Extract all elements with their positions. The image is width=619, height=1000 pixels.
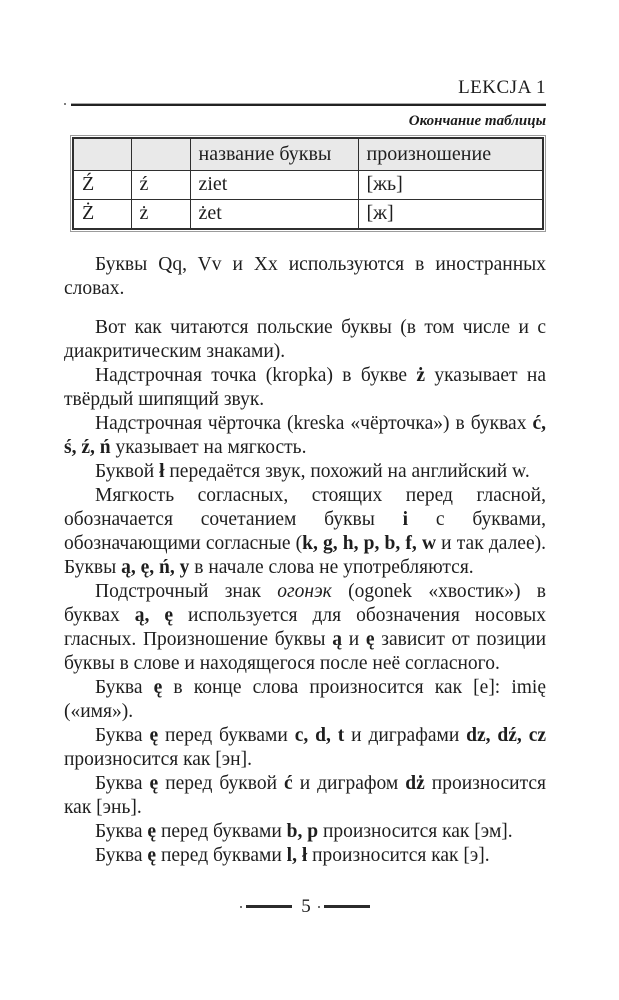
- paragraph: Подстрочный знак огонэк (ogonek «хвостик») в буквах ą, ę используется для обозначения носовых гласных. Произношение буквы ą и ę зависит от позиции буквы в слове и находящегося после неё согласного.: [64, 581, 547, 674]
- paragraph: Буква ę в конце слова произносится как [е]: imię («имя»).: [64, 677, 546, 722]
- header-rule: [64, 102, 546, 106]
- table-head: [73, 138, 543, 171]
- footer-dot-right: [318, 906, 320, 908]
- table-caption: Окончание таблицы: [408, 113, 546, 129]
- table-cell: [ж]: [358, 200, 543, 230]
- letters-table: [70, 135, 546, 232]
- table-cell: ź: [131, 171, 190, 200]
- footer-dash-right: [324, 905, 370, 908]
- table-row: [73, 171, 543, 200]
- paragraph: Надстрочная чёрточка (kreska «чёрточка») в буквах ć, ś, ź, ń указывает на мягкость.: [64, 413, 546, 458]
- table-row: [73, 200, 543, 230]
- table-cell: Ż: [73, 200, 131, 230]
- paragraph: Буква ę перед буквами l, ł произносится как [э].: [95, 845, 490, 866]
- table-cell: ziet: [190, 171, 358, 200]
- table-body: [73, 171, 543, 230]
- table-cell: Ź: [73, 171, 131, 200]
- page-number: 5: [301, 896, 311, 917]
- footer-dash-left: [246, 905, 292, 908]
- table-cell: ż: [131, 200, 190, 230]
- paragraph: Вот как читаются польские буквы (в том числе и с диакритическим знаками).: [64, 317, 546, 362]
- paragraph: Буквой ł передаётся звук, похожий на английский w.: [95, 461, 530, 482]
- page-title: LEKCJA 1: [458, 77, 546, 98]
- paragraph: Надстрочная точка (kropka) в букве ż указывает на твёрдый шипящий звук.: [64, 365, 546, 410]
- paragraph: Буква ę перед буквами c, d, t и диграфами dz, dź, cz произносится как [эн].: [64, 725, 547, 770]
- table-header-cell: название буквы: [190, 138, 358, 171]
- footer-dot-left: [240, 906, 242, 908]
- table-header-cell: произношение: [358, 138, 543, 171]
- table-cell: żet: [190, 200, 358, 230]
- body-text: [64, 253, 546, 868]
- table-header-row: [73, 138, 543, 171]
- table-cell: [жь]: [358, 171, 543, 200]
- table-header-cell: [131, 138, 190, 171]
- rule-line: [71, 103, 546, 106]
- rule-dot: [64, 103, 66, 105]
- paragraph: Буква ę перед буквой ć и диграфом dż произносится как [энь].: [64, 773, 546, 818]
- paragraph: Буквы Qq, Vv и Xx используются в иностранных словах.: [64, 254, 546, 299]
- page-footer: [64, 897, 546, 916]
- letters-table-grid: [72, 137, 544, 230]
- table-header-cell: [73, 138, 131, 171]
- paragraph: Мягкость согласных, стоящих перед гласной, обозначается сочетанием буквы i с буквами, обозначающими согласные (k, g, h, p, b, f, w и так далее). Буквы ą, ę, ń, y в начале слова не употребляются.: [64, 485, 546, 578]
- paragraph: Буква ę перед буквами b, p произносится как [эм].: [95, 821, 513, 842]
